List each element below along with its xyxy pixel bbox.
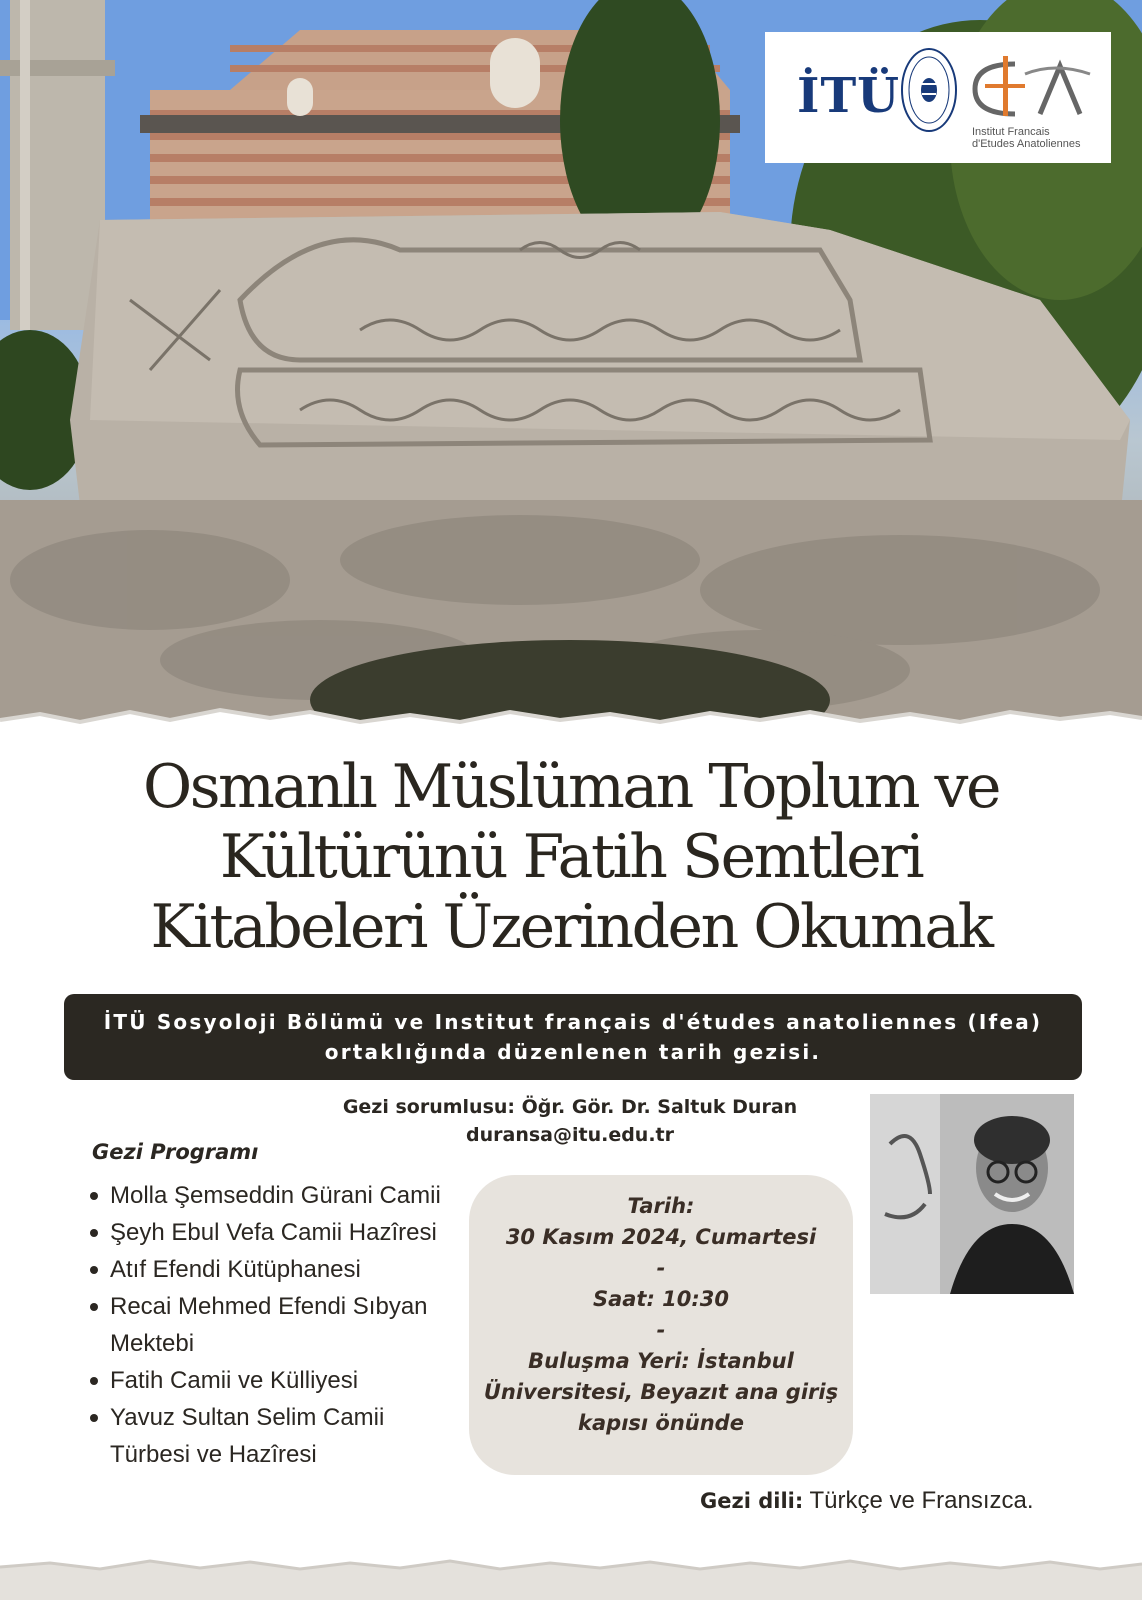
separator: - [656, 1256, 666, 1280]
event-date: 30 Kasım 2024, Cumartesi [505, 1225, 817, 1249]
banner-line1: İTÜ Sosyoloji Bölümü ve Institut français d'études anatoliennes (Ifea) [103, 1010, 1043, 1034]
itu-seal-icon [900, 46, 958, 134]
organizer-banner [64, 994, 1082, 1080]
partner-logos [765, 32, 1111, 163]
date-label: Tarih: [627, 1194, 695, 1218]
meeting-place-line3: kapısı önünde [578, 1411, 744, 1435]
guide-photo [870, 1094, 1074, 1294]
responsible-email[interactable]: duransa@itu.edu.tr [466, 1124, 674, 1146]
ifea-logo-icon [965, 44, 1095, 124]
program-item: Molla Şemseddin Gürani Camii [88, 1177, 468, 1214]
program-title: Gezi Programı [92, 1140, 259, 1164]
program-item: Yavuz Sultan Selim Camii Türbesi ve Hazîresi [88, 1399, 468, 1473]
ifea-sub-line1: Institut Francais [972, 126, 1050, 138]
poster-title [40, 752, 1102, 962]
language-label: Gezi dili: [700, 1489, 804, 1513]
responsible-name: Gezi sorumlusu: Öğr. Gör. Dr. Saltuk Duran [342, 1096, 798, 1118]
event-time: Saat: 10:30 [592, 1287, 730, 1311]
ifea-subtitle [972, 126, 1081, 150]
ifea-sub-line2: d'Etudes Anatoliennes [972, 138, 1081, 150]
language-value: Türkçe ve Fransızca. [803, 1487, 1034, 1514]
meeting-place-line2: Üniversitesi, Beyazıt ana giriş [483, 1380, 839, 1404]
title-line1: Osmanlı Müslüman Toplum ve [143, 752, 999, 822]
title-line3: Kitabeleri Üzerinden Okumak [150, 892, 992, 962]
program-item: Atıf Efendi Kütüphanesi [88, 1251, 468, 1288]
bottom-torn-edge [0, 1555, 1142, 1600]
meeting-place-line1: Buluşma Yeri: İstanbul [528, 1349, 794, 1373]
program-list [88, 1177, 468, 1473]
tour-responsible [300, 1093, 840, 1149]
guide-portrait-image [870, 1094, 1074, 1294]
itu-logo-text: İTÜ [797, 68, 901, 124]
program-item: Fatih Camii ve Külliyesi [88, 1362, 468, 1399]
event-info-box [469, 1175, 853, 1475]
program-item: Şeyh Ebul Vefa Camii Hazîresi [88, 1214, 468, 1251]
program-item: Recai Mehmed Efendi Sıbyan Mektebi [88, 1288, 468, 1362]
tour-language [700, 1487, 1034, 1515]
title-line2: Kültürünü Fatih Semtleri [219, 822, 923, 892]
separator: - [656, 1318, 666, 1342]
banner-line2: ortaklığında düzenlenen tarih gezisi. [324, 1040, 822, 1064]
